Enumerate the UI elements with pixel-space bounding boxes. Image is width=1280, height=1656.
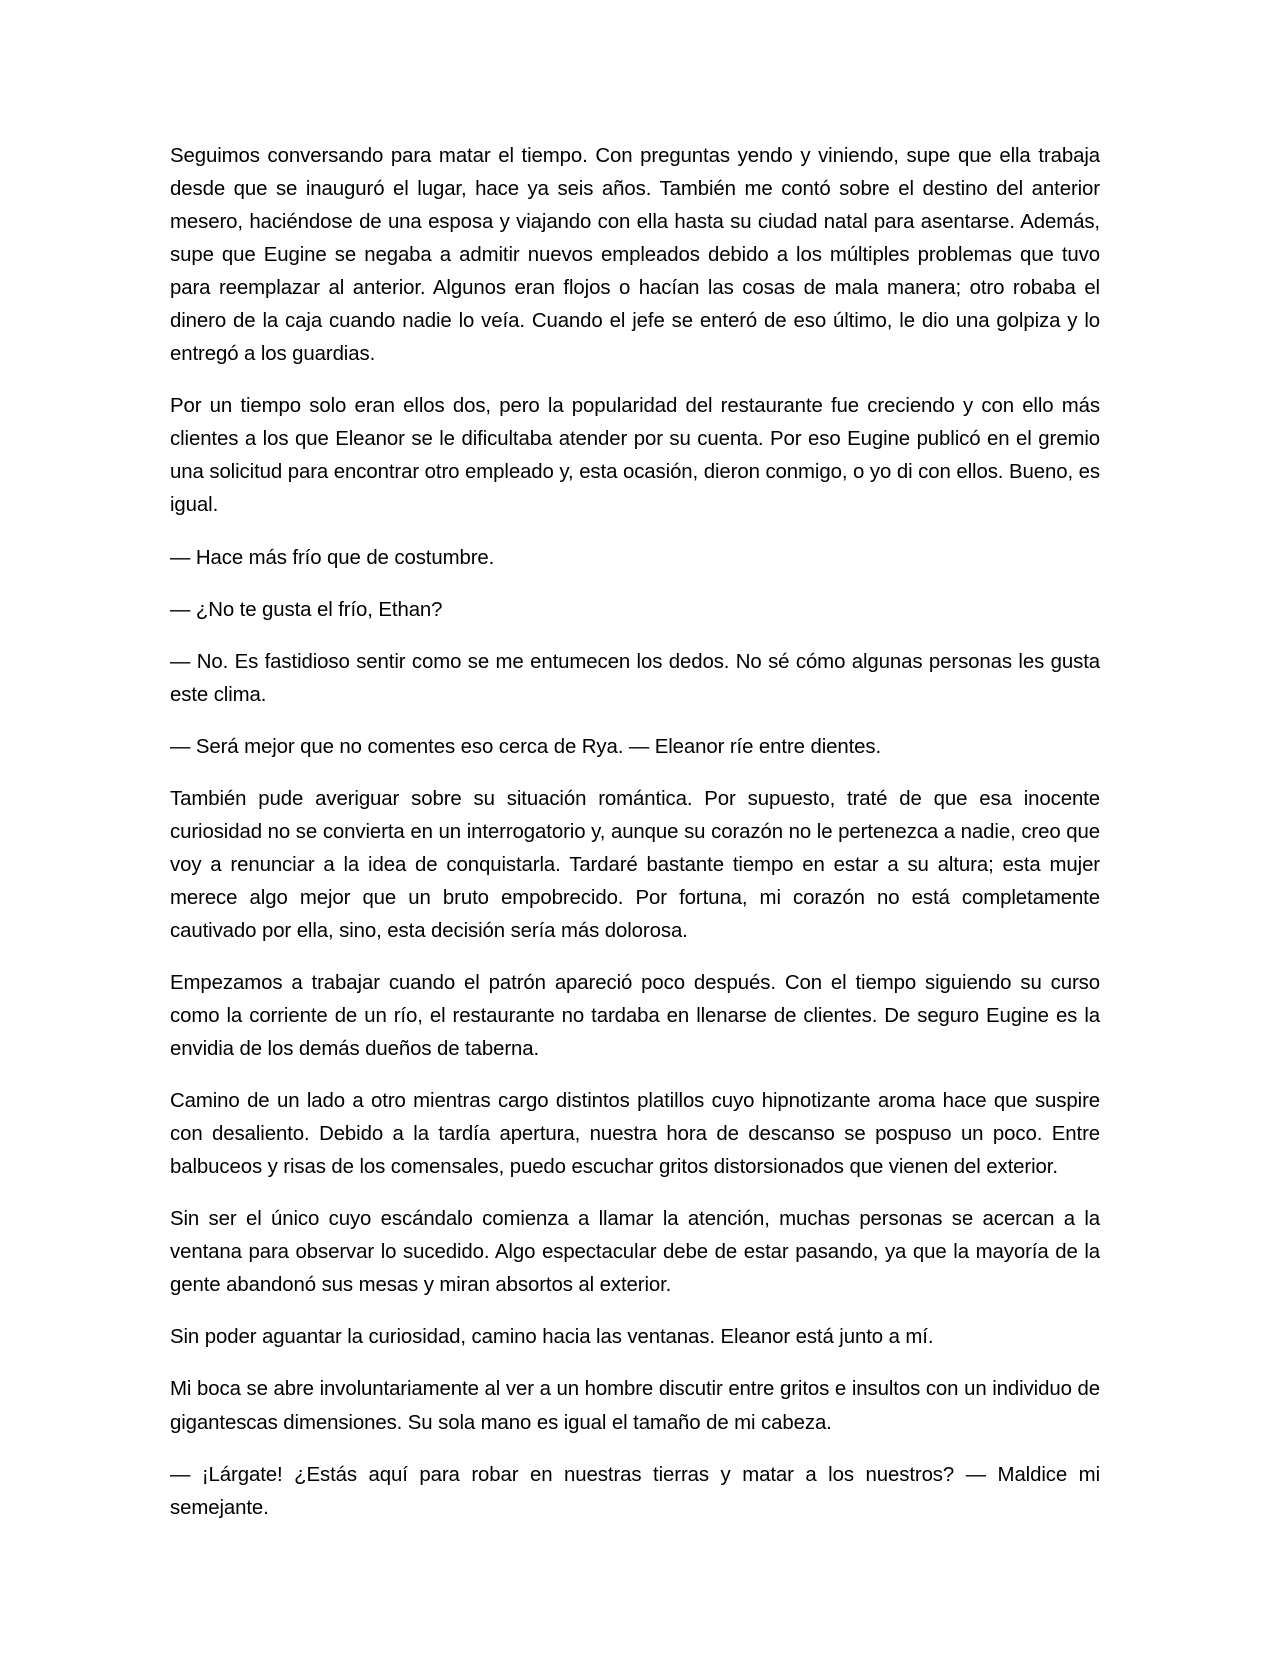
dialogue-line-1: — Hace más frío que de costumbre. <box>170 546 495 569</box>
paragraph-3: También pude averiguar sobre su situación romántica. Por supuesto, traté de que esa inocente curiosidad no se convierta en un interrogatorio y, aunque su corazón no le pertenezca a nadie, creo que voy a renunciar a la idea de conquistarla. Tardaré bastante tiempo en estar a su altura; esta mujer merece algo mejor que un bruto empobrecido. Por fortuna, mi corazón no está completamente cautivado por ella, sino, esta decisión sería más dolorosa. <box>170 787 1100 942</box>
paragraph-6: Sin ser el único cuyo escándalo comienza a llamar la atención, muchas personas se acercan a la ventana para observar lo sucedido. Algo espectacular debe de estar pasando, ya que la mayoría de la gente abandonó sus mesas y miran absortos al exterior. <box>170 1208 1100 1297</box>
paragraph-1: Seguimos conversando para matar el tiempo. Con preguntas yendo y viniendo, supe que ella trabaja desde que se inauguró el lugar, hace ya seis años. También me contó sobre el destino del anterior mesero, haciéndose de una esposa y viajando con ella hasta su ciudad natal para asentarse. Además, supe que Eugine se negaba a admitir nuevos empleados debido a los múltiples problemas que tuvo para reemplazar al anterior. Algunos eran flojos o hacían las cosas de mala manera; otro robaba el dinero de la caja cuando nadie lo veía. Cuando el jefe se enteró de eso último, le dio una golpiza y lo entregó a los guardias. <box>170 145 1100 366</box>
dialogue-line-4: — Será mejor que no comentes eso cerca de Rya. — Eleanor ríe entre dientes. <box>170 735 882 758</box>
paragraph-5: Camino de un lado a otro mientras cargo distintos platillos cuyo hipnotizante aroma hace que suspire con desaliento. Debido a la tardía apertura, nuestra hora de descanso se pospuso un poco. Entre balbuceos y risas de los comensales, puedo escuchar gritos distorsionados que vienen del exterior. <box>170 1090 1100 1179</box>
dialogue-line-2: — ¿No te gusta el frío, Ethan? <box>170 598 443 621</box>
document-body <box>170 140 1100 1525</box>
paragraph-7: Sin poder aguantar la curiosidad, camino hacia las ventanas. Eleanor está junto a mí. <box>170 1326 934 1349</box>
dialogue-line-3: — No. Es fastidioso sentir como se me entumecen los dedos. No sé cómo algunas personas les gusta este clima. <box>170 650 1100 706</box>
paragraph-4: Empezamos a trabajar cuando el patrón apareció poco después. Con el tiempo siguiendo su curso como la corriente de un río, el restaurante no tardaba en llenarse de clientes. De seguro Eugine es la envidia de los demás dueños de taberna. <box>170 971 1100 1061</box>
paragraph-2: Por un tiempo solo eran ellos dos, pero la popularidad del restaurante fue creciendo y con ello más clientes a los que Eleanor se le dificultaba atender por su cuenta. Por eso Eugine publicó en el gremio una solicitud para encontrar otro empleado y, esta ocasión, dieron conmigo, o yo di con ellos. Bueno, es igual. <box>170 395 1100 517</box>
paragraph-8: Mi boca se abre involuntariamente al ver a un hombre discutir entre gritos e insultos con un individuo de gigantescas dimensiones. Su sola mano es igual el tamaño de mi cabeza. <box>170 1378 1100 1434</box>
dialogue-line-5: — ¡Lárgate! ¿Estás aquí para robar en nuestras tierras y matar a los nuestros? — Maldice mi semejante. <box>170 1463 1100 1519</box>
